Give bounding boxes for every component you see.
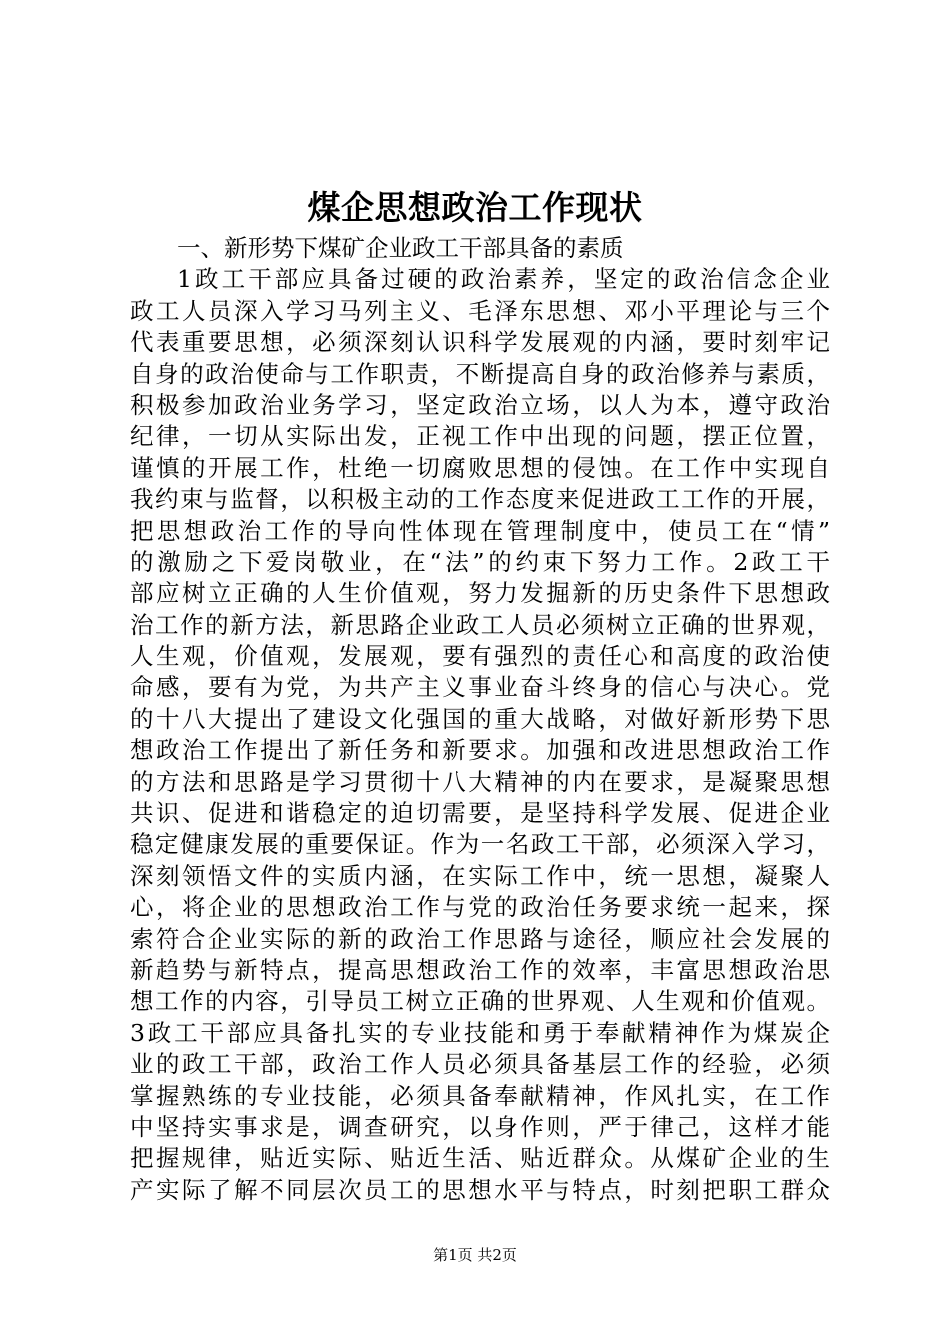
text-line: 索符合企业实际的新的政治工作思路与途径，顺应社会发展的	[130, 924, 830, 953]
text-line: 想政治工作提出了新任务和新要求。加强和改进思想政治工作	[130, 736, 830, 765]
section-heading: 一、新形势下煤矿企业政工干部具备的素质	[177, 234, 624, 262]
text-line: 把思想政治工作的导向性体现在管理制度中，使员工在“情”	[130, 516, 830, 545]
text-line: 代表重要思想，必须深刻认识科学发展观的内涵，要时刻牢记	[130, 328, 830, 357]
text-line: 人生观，价值观，发展观，要有强烈的责任心和高度的政治使	[130, 642, 830, 671]
text-line: 积极参加政治业务学习，坚定政治立场，以人为本，遵守政治	[130, 390, 830, 419]
text-line: 业的政工干部，政治工作人员必须具备基层工作的经验，必须	[130, 1050, 830, 1079]
text-line: 的十八大提出了建设文化强国的重大战略，对做好新形势下思	[130, 704, 830, 733]
text-line: 我约束与监督，以积极主动的工作态度来促进政工工作的开展，	[130, 485, 830, 514]
text-line: 稳定健康发展的重要保证。作为一名政工干部，必须深入学习，	[130, 830, 830, 859]
text-line: 产实际了解不同层次员工的思想水平与特点，时刻把职工群众	[130, 1175, 830, 1204]
text-line: 命感，要有为党，为共产主义事业奋斗终身的信心与决心。党	[130, 673, 830, 702]
text-line: 3政工干部应具备扎实的专业技能和勇于奉献精神作为煤炭企	[130, 1018, 830, 1047]
text-line: 新趋势与新特点，提高思想政治工作的效率，丰富思想政治思	[130, 955, 830, 984]
document-body	[130, 233, 830, 1206]
text-line: 自身的政治使命与工作职责，不断提高自身的政治修养与素质，	[130, 359, 830, 388]
page-footer: 第1页 共2页	[433, 1246, 517, 1264]
text-line: 共识、促进和谐稳定的迫切需要，是坚持科学发展、促进企业	[130, 799, 830, 828]
document-title: 煤企思想政治工作现状	[307, 188, 643, 227]
text-line: 深刻领悟文件的实质内涵，在实际工作中，统一思想，凝聚人	[130, 861, 830, 890]
text-line: 谨慎的开展工作，杜绝一切腐败思想的侵蚀。在工作中实现自	[130, 453, 830, 482]
text-line: 的激励之下爱岗敬业，在“法”的约束下努力工作。2政工干	[130, 547, 830, 576]
text-line: 想工作的内容，引导员工树立正确的世界观、人生观和价值观。	[130, 987, 830, 1016]
text-line: 心，将企业的思想政治工作与党的政治任务要求统一起来，探	[130, 893, 830, 922]
text-line: 掌握熟练的专业技能，必须具备奉献精神，作风扎实，在工作	[130, 1081, 830, 1110]
text-line: 纪律，一切从实际出发，正视工作中出现的问题，摆正位置，	[130, 422, 830, 451]
text-line: 政工人员深入学习马列主义、毛泽东思想、邓小平理论与三个	[130, 296, 830, 325]
text-line: 的方法和思路是学习贯彻十八大精神的内在要求，是凝聚思想	[130, 767, 830, 796]
text-line: 治工作的新方法，新思路企业政工人员必须树立正确的世界观，	[130, 610, 830, 639]
text-line: 部应树立正确的人生价值观，努力发掘新的历史条件下思想政	[130, 579, 830, 608]
text-line: 中坚持实事求是，调查研究，以身作则，严于律己，这样才能	[130, 1112, 830, 1141]
text-line: 把握规律，贴近实际、贴近生活、贴近群众。从煤矿企业的生	[130, 1144, 830, 1173]
text-line: 1政工干部应具备过硬的政治素养，坚定的政治信念企业	[177, 265, 830, 294]
